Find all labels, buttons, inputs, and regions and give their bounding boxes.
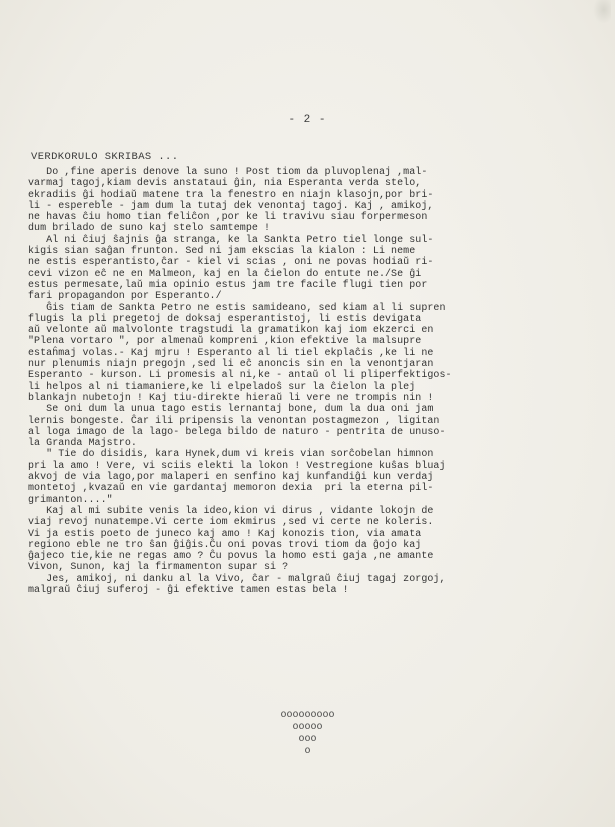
body-line: montetoj ,kvazaŭ en vie gardantaj memoron dexia pri la eterna pil- <box>28 483 434 495</box>
body-line: dum brilado de suno kaj stelo samtempe ! <box>28 223 271 235</box>
article-body <box>28 167 588 596</box>
body-line: li - esperebl̈e - jam dum la tutaj dek venontaj tagoj. Kaj , amikoj, <box>28 200 434 212</box>
body-line: lernis bongeste. Ĉar ili pripensis la venontan postagmezon , ligitan <box>28 415 440 427</box>
body-line: Al ni ĉiuj ŝajnis ĝa stranga, ke la Sankta Petro tiel longe sul- <box>28 234 434 246</box>
ornament-line: ooo <box>298 734 317 745</box>
body-line: regiono eble ne tro ŝan ĝiĝis.Ĉu oni povas trovi tiom da ĝojo kaj <box>28 539 422 551</box>
article-heading: VERDKORULO SKRIBAS ... <box>31 151 179 163</box>
body-line: ĝajeco tie,kie ne regas amo ? Ĉu povus la homo esti gaja ,ne amante <box>28 551 434 563</box>
paper-smudge <box>593 0 611 24</box>
body-line: akvoj de via lago,por malaperi en senfino kaj kunfandiĝi kun verdaj <box>28 472 434 484</box>
body-line: ne estis esperantisto,ĉar - kiel vi scias , oni ne povas hodiaŭ ri- <box>28 257 434 269</box>
body-line: viaj revoj nunatempe.Vi certe iom ekmirus ,sed vi certe ne koleris. <box>28 517 434 529</box>
body-line: Kaj al mi subite venis la ideo,kion vi dirus , vidante lokojn de <box>28 505 434 517</box>
body-line: Ĝis tiam de Sankta Petro ne estis samideano, sed kiam al li supren <box>28 302 446 314</box>
body-line: cevi vizon eĉ ne en Malmeon, kaj en la ĉielon do entute ne./Se ĝi <box>28 268 422 280</box>
body-line: blankajn nubetojn ! Kaj tiu-direkte hieraŭ li vere ne trompis nin ! <box>28 392 434 404</box>
body-line: grimanton...." <box>28 494 113 506</box>
body-line: Vi ja estis poeto de juneco kaj amo ! Kaj konozis tion, via amata <box>28 528 422 540</box>
body-line: ekradiis ĝi hodiaŭ matene tra la fenestro en niajn klasojn,por bri- <box>28 189 434 201</box>
body-line: li helpos al ni tiamaniere,ke li elpeladoŝ sur la ĉielon la plej <box>28 381 416 393</box>
body-line: Esperanto - kurson. Li promesis al ni,ke - antaŭ ol li pliperfektigos- <box>28 370 452 382</box>
body-line: Vivon, Sunon, kaj la firmamenton supar si ? <box>28 562 289 574</box>
page-number: - 2 - <box>288 114 327 126</box>
ornament-line: ooooo <box>292 722 323 733</box>
ornament-line: o <box>304 746 311 757</box>
body-line: fari propagandon por Esperanto./ <box>28 291 222 303</box>
body-line: al loga imago de la lago- belega bildo de naturo - pentrita de unuso- <box>28 426 446 438</box>
closing-ornament <box>0 710 615 758</box>
body-line: Se oni dum la unua tago estis lernantaj bone, dum la dua oni jam <box>28 404 434 416</box>
body-line: nur plenumis niajn pregojn ,sed li eĉ anoncis sin en la venontjaran <box>28 359 434 371</box>
body-line: pri la amo ! Vere, vi sciis elekti la lokon ! Vestregione kuŝas bluaj <box>28 460 446 472</box>
body-line: la Granda Majstro. <box>28 438 137 450</box>
body-line: estaĥmaj volas.- Kaj mjru ! Esperanto al li tiel ekplaĉis ,ke li ne <box>28 347 434 359</box>
body-line: varmaj tagoj,kiam devis anstataui ĝin, nia Esperanta verda stelo, <box>28 178 422 190</box>
body-line: kigis sian saĝan frunton. Sed ni jam ekscias la kialon : Li neme <box>28 246 416 258</box>
body-line: "Plena vortaro ", por almenaŭ kompreni ,kion efektive la malsupre <box>28 336 422 348</box>
body-line: aŭ velonte aŭ malvolonte tragstudi la gramatikon kaj iom ekzerci en <box>28 325 434 337</box>
body-line: ne havas ĉiu homo tian feliĉon ,por ke li travivu siau forpermeson <box>28 212 428 224</box>
body-line: Jes, amikoj, ni danku al la Vivo, ĉar - malgraŭ ĉiuj tagaj zorgoj, <box>28 573 446 585</box>
body-line: estus permesate,laŭ mia opinio estus jam tre facile flugi tien por <box>28 279 428 291</box>
ornament-line: ooooooooo <box>280 710 335 721</box>
body-line: malgraŭ ĉiuj suferoj - ĝi efektive tamen estas bela ! <box>28 584 349 596</box>
body-line: " Tie do disidis, kara Hynek,dum vi kreis vian sorĉobelan himnon <box>28 449 434 461</box>
body-line: flugis la pli pregetoj de doksaj esperantistoj, li estis devigata <box>28 313 422 325</box>
body-line: Do ,fine aperis denove la suno ! Post tiom da pluvoplenaj ,mal- <box>28 167 428 178</box>
